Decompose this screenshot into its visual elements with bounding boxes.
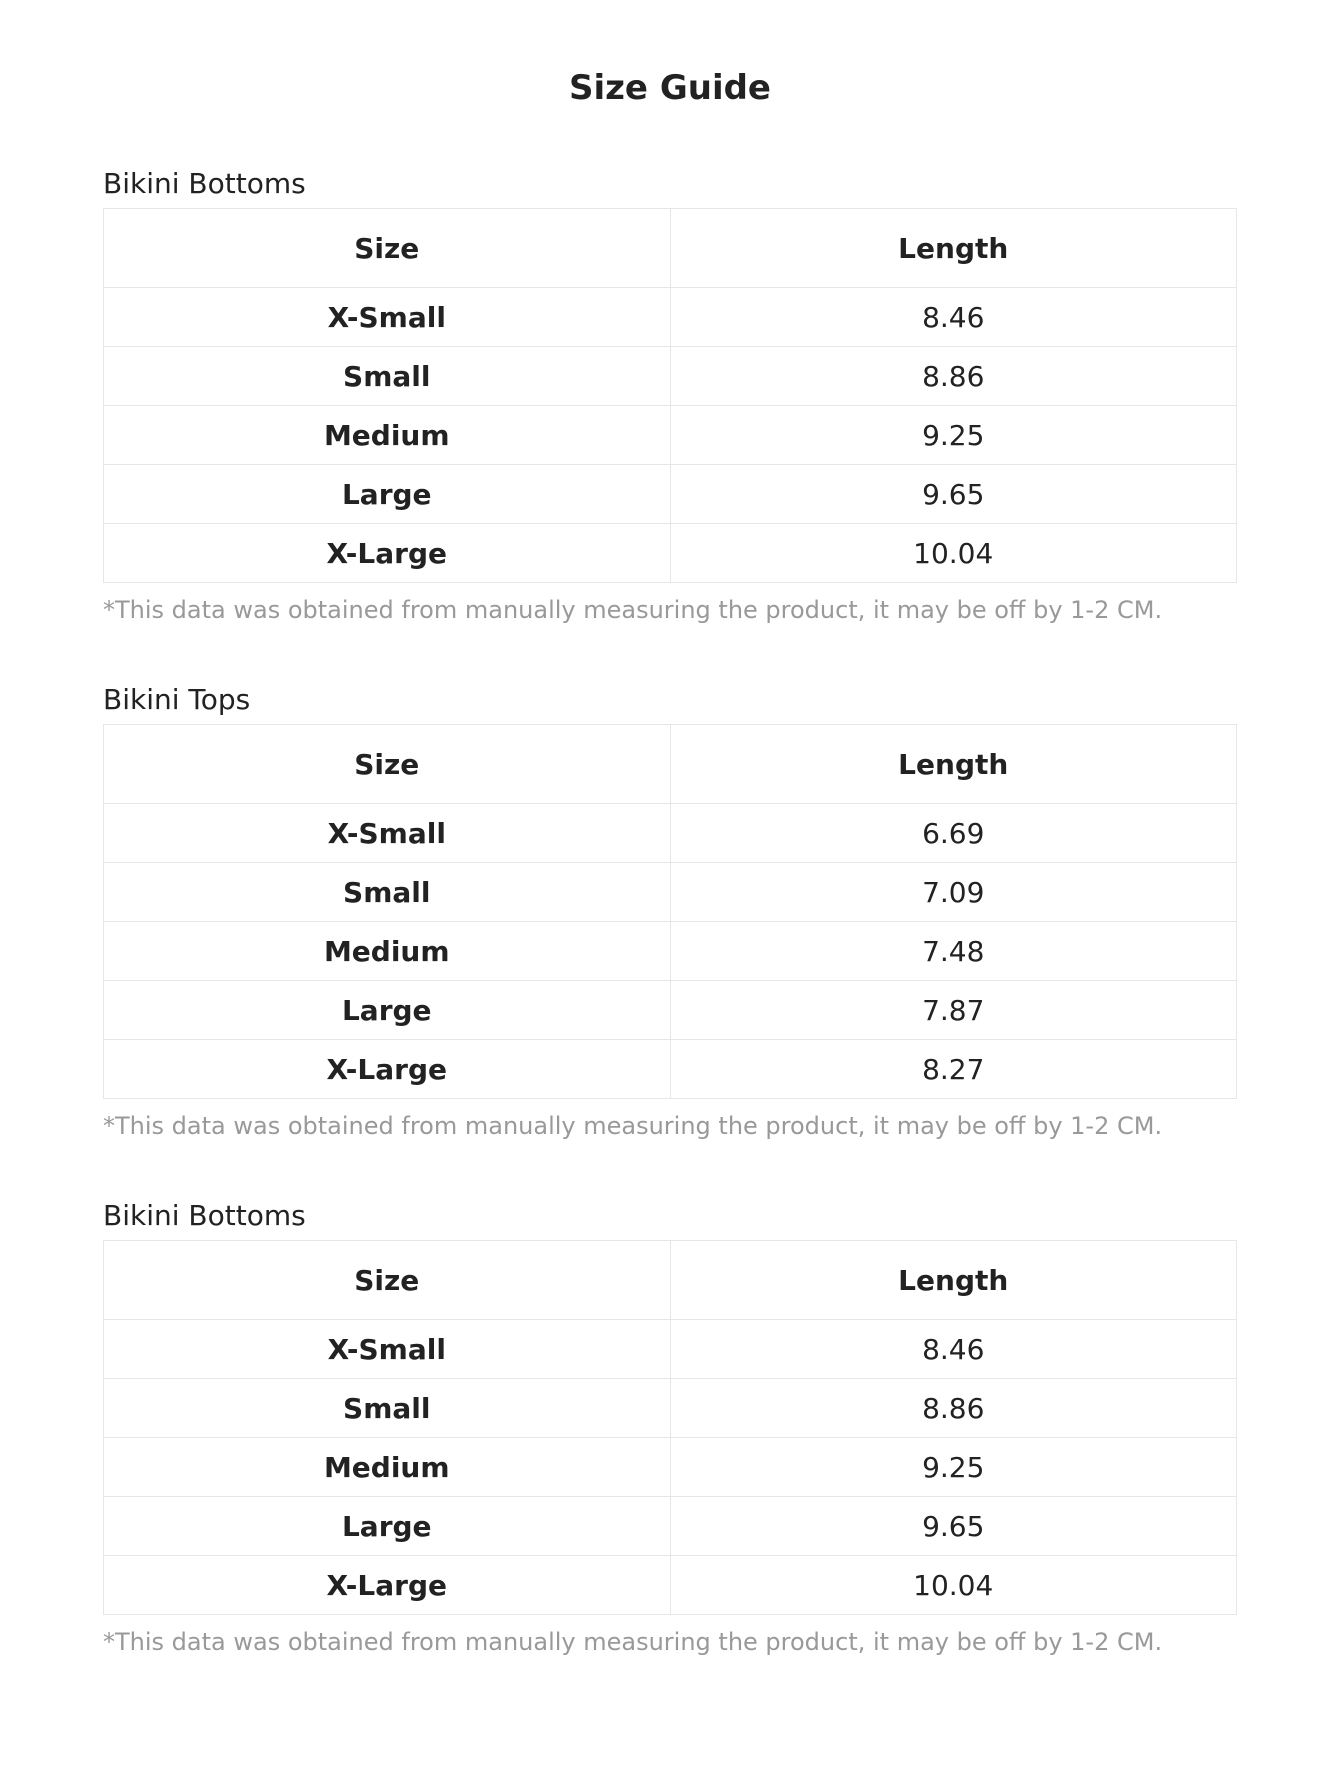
table-row: [104, 1556, 1237, 1615]
length-cell: 9.25: [670, 406, 1237, 465]
length-cell: 10.04: [670, 1556, 1237, 1615]
length-cell: 9.65: [670, 1497, 1237, 1556]
size-table: [103, 724, 1237, 1099]
length-cell: 8.46: [670, 1320, 1237, 1379]
length-cell: 8.86: [670, 1379, 1237, 1438]
size-cell: X-Large: [104, 524, 671, 583]
size-cell: Medium: [104, 922, 671, 981]
length-column-header: Length: [670, 209, 1237, 288]
size-cell: Large: [104, 465, 671, 524]
section-title: Bikini Bottoms: [103, 167, 306, 200]
length-cell: 9.25: [670, 1438, 1237, 1497]
size-cell: Large: [104, 981, 671, 1040]
length-cell: 10.04: [670, 524, 1237, 583]
size-section-bikini-bottoms-repeat: [103, 1196, 1237, 1659]
table-row: [104, 1320, 1237, 1379]
size-cell: Small: [104, 863, 671, 922]
measurement-note: *This data was obtained from manually measuring the product, it may be off by 1-2 CM.: [103, 1628, 1163, 1656]
size-column-header: Size: [104, 1241, 671, 1320]
size-cell: Medium: [104, 1438, 671, 1497]
table-row: [104, 524, 1237, 583]
size-cell: Small: [104, 347, 671, 406]
table-row: [104, 406, 1237, 465]
table-row: [104, 347, 1237, 406]
size-table: [103, 208, 1237, 583]
size-cell: Small: [104, 1379, 671, 1438]
length-cell: 7.48: [670, 922, 1237, 981]
table-row: [104, 1497, 1237, 1556]
size-cell: Large: [104, 1497, 671, 1556]
table-header-row: [104, 725, 1237, 804]
section-title: Bikini Bottoms: [103, 1199, 306, 1232]
table-header-row: [104, 209, 1237, 288]
size-cell: X-Small: [104, 1320, 671, 1379]
length-cell: 8.86: [670, 347, 1237, 406]
section-title: Bikini Tops: [103, 683, 251, 716]
table-header-row: [104, 1241, 1237, 1320]
length-cell: 7.09: [670, 863, 1237, 922]
length-cell: 7.87: [670, 981, 1237, 1040]
size-cell: X-Large: [104, 1040, 671, 1099]
table-row: [104, 1040, 1237, 1099]
size-cell: X-Small: [104, 288, 671, 347]
table-row: [104, 804, 1237, 863]
length-cell: 8.46: [670, 288, 1237, 347]
page-title: Size Guide: [569, 68, 771, 108]
measurement-note: *This data was obtained from manually measuring the product, it may be off by 1-2 CM.: [103, 596, 1163, 624]
table-row: [104, 863, 1237, 922]
table-row: [104, 981, 1237, 1040]
measurement-note: *This data was obtained from manually measuring the product, it may be off by 1-2 CM.: [103, 1112, 1163, 1140]
length-column-header: Length: [670, 725, 1237, 804]
size-cell: Medium: [104, 406, 671, 465]
size-section-bikini-tops: [103, 680, 1237, 1143]
size-section-bikini-bottoms: [103, 164, 1237, 627]
length-cell: 6.69: [670, 804, 1237, 863]
length-cell: 9.65: [670, 465, 1237, 524]
table-row: [104, 288, 1237, 347]
length-column-header: Length: [670, 1241, 1237, 1320]
table-row: [104, 1379, 1237, 1438]
table-row: [104, 1438, 1237, 1497]
table-row: [104, 465, 1237, 524]
table-row: [104, 922, 1237, 981]
size-table: [103, 1240, 1237, 1615]
length-cell: 8.27: [670, 1040, 1237, 1099]
size-column-header: Size: [104, 209, 671, 288]
size-cell: X-Small: [104, 804, 671, 863]
size-column-header: Size: [104, 725, 671, 804]
size-cell: X-Large: [104, 1556, 671, 1615]
